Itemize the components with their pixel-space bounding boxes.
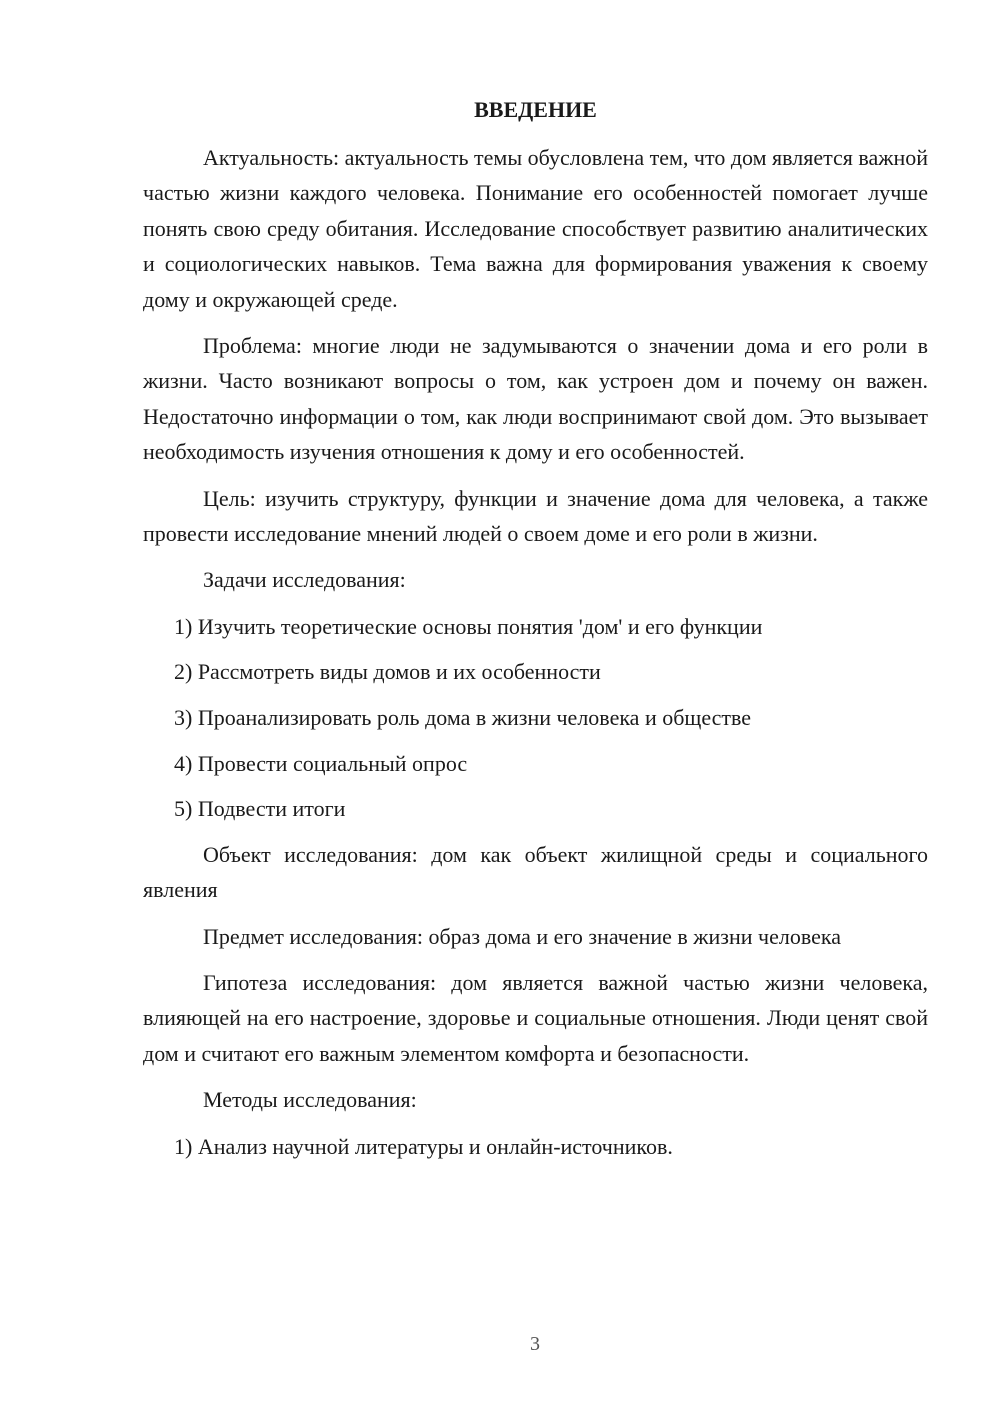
paragraph-subject: Предмет исследования: образ дома и его значение в жизни человека <box>203 923 841 949</box>
paragraph-problem: Проблема: многие люди не задумываются о значении дома и его роли в жизни. Часто возникают вопросы о том, как устроен дом и почему он важен. Недостаточно информации о том, как люди воспринимают свой дом. Это вызывает необходимость изучения отношения к дому и его особенностей. <box>143 333 928 465</box>
paragraph-methods-title: Методы исследования: <box>203 1087 417 1113</box>
section-heading: ВВЕДЕНИЕ <box>474 97 597 122</box>
paragraph-relevance: Актуальность: актуальность темы обусловлена тем, что дом является важной частью жизни каждого человека. Понимание его особенностей помогает лучше понять свою среду обитания. Исследование способствует развитию аналитических и социологических навыков. Тема важна для формирования уважения к своему дому и окружающей среде. <box>143 145 928 312</box>
paragraph-goal: Цель: изучить структуру, функции и значение дома для человека, а также провести исследование мнений людей о своем доме и его роли в жизни. <box>143 485 928 547</box>
task-item: 5) Подвести итоги <box>174 796 346 822</box>
task-item: 1) Изучить теоретические основы понятия 'дом' и его функции <box>174 613 763 639</box>
paragraph-hypothesis: Гипотеза исследования: дом является важной частью жизни человека, влияющей на его настроение, здоровье и социальные отношения. Люди ценят свой дом и считают его важным элементом комфорта и безопасности. <box>143 970 928 1066</box>
paragraph-tasks-title: Задачи исследования: <box>203 567 406 593</box>
paragraph-object: Объект исследования: дом как объект жилищной среды и социального явления <box>143 841 928 903</box>
method-item: 1) Анализ научной литературы и онлайн-источников. <box>174 1133 673 1159</box>
page-number: 3 <box>530 1333 540 1355</box>
task-item: 3) Проанализировать роль дома в жизни человека и обществе <box>174 705 752 731</box>
task-item: 4) Провести социальный опрос <box>174 750 468 776</box>
document-page <box>143 92 928 1174</box>
task-item: 2) Рассмотреть виды домов и их особенности <box>174 659 601 685</box>
